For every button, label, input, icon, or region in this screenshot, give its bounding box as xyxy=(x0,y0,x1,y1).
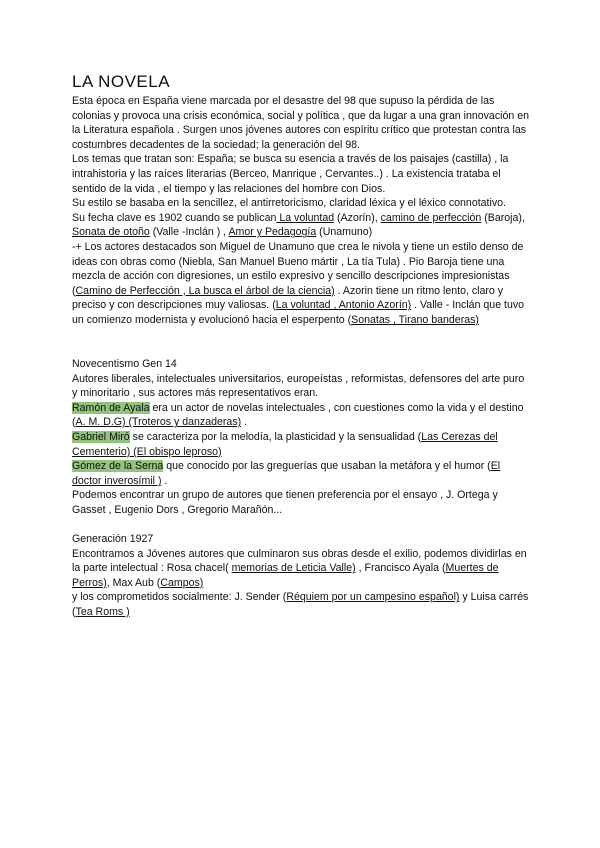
intelectual-paragraph xyxy=(72,561,532,590)
generacion27-heading: Generación 1927 xyxy=(72,533,154,545)
ensayo-paragraph: Podemos encontrar un grupo de autores que tienen preferencia por el ensayo , J. Ortega y Gasset , Eugenio Dors , Gregorio Marañón... xyxy=(72,489,498,516)
highlight-ayala: Ramón de Ayala xyxy=(72,401,150,414)
serna-text: que conocido por las greguerías que usaban la metáfora y el humor ( xyxy=(163,460,491,473)
highlight-serna: Gómez de la Serna xyxy=(72,460,164,473)
work-baroja: Camino de Perfección , La busca el árbol de la ciencia) xyxy=(75,284,335,297)
actores-text-3: . Valle - Inclán que tuvo un comienzo modernista y evolucionó hacia el esperpento ( xyxy=(72,299,525,326)
comprometidos-text-2: y Luisa carrés ( xyxy=(72,591,529,618)
work-amor-pedagogia: Amor y Pedagogía xyxy=(228,226,317,239)
intro-paragraph-actores xyxy=(72,240,532,328)
novecentismo-intro: Autores liberales, intelectuales universitarios, europeístas , reformistas, defensores del arte puro y minoritario , sus actores más representativos eran. xyxy=(72,372,525,400)
ayala-end: . xyxy=(241,416,248,429)
ayala-paragraph xyxy=(72,401,532,430)
fecha-text: Su fecha clave es 1902 cuando se publican xyxy=(72,211,277,224)
intro-paragraph-crisis: Esta época en España viene marcada por el desastre del 98 que supuso la pérdida de las colonias y provoca una crisis económica, social y política , que da lugar a una gran innovación en la Literatura española . Surgen unos jóvenes autores con espíritu crítico que protestan contra las costumbres decadentes de la sociedad; la generación del 98. xyxy=(72,95,529,151)
intelectual-text-2: , Francisco Ayala ( xyxy=(355,562,446,575)
comprometidos-text: y los comprometidos socialmente: J. Sender ( xyxy=(72,591,287,604)
fecha-text-5: (Unamuno) xyxy=(316,226,373,239)
novecentismo-section xyxy=(72,357,532,518)
intro-paragraph-fecha xyxy=(72,211,532,240)
generacion27-intro: Encontramos a Jóvenes autores que culminaron sus obras desde el exilio, podemos dividirlas en xyxy=(72,547,527,560)
miro-works: Las Cerezas del Cementerio) (El obispo leproso) xyxy=(72,430,498,458)
ayala-text: era un actor de novelas intelectuales , con cuestiones como la vida y el destino ( xyxy=(72,401,524,429)
work-muertes-perros: Muertes de Perros) xyxy=(72,562,499,589)
intro-paragraph-estilo: Su estilo se basaba en la sencillez, el antirretoricismo, claridad léxica y el léxico connotativo. xyxy=(72,197,506,210)
work-memorias-leticia: memorias de Leticia Valle) xyxy=(231,562,356,575)
serna-works: El doctor inverosímil ) xyxy=(72,460,501,487)
ayala-works: A. M. D.G) (Troteros y danzaderas) xyxy=(75,416,242,429)
work-camino-perfeccion: camino de perfección xyxy=(380,211,482,224)
intelectual-text: la parte intelectual : Rosa chacel( xyxy=(72,562,232,575)
work-la-voluntad: La voluntad xyxy=(276,211,335,224)
work-valle-inclan: Sonatas , Tirano banderas) xyxy=(351,313,479,326)
actores-text: -+ Los actores destacados son Miguel de Unamuno que crea le nivola y tiene un estilo denso de ideas con obras como (Niebla, San Manuel Bueno mártir , La tía Tula) . Pio Baroja tiene una mezcla de acción con digresiones, un estilo expresivo y sencillo descripciones impresionistas ( xyxy=(72,240,524,297)
generacion27-section xyxy=(72,532,532,620)
comprometidos-paragraph xyxy=(72,590,532,619)
miro-paragraph xyxy=(72,430,532,459)
fecha-text-4: (Valle -Inclán ) , xyxy=(149,226,229,239)
highlight-miro: Gabriel Miró xyxy=(72,430,130,443)
intro-section xyxy=(72,94,532,328)
novecentismo-heading: Novecentismo Gen 14 xyxy=(72,358,177,370)
work-campos: Campos) xyxy=(160,576,204,589)
serna-end: . xyxy=(161,474,168,487)
actores-text-2: . Azorin tiene un ritmo lento, claro y preciso y con descripciones muy valiosas. ( xyxy=(72,284,504,312)
intelectual-text-3: , Max Aub ( xyxy=(106,576,161,589)
work-requiem: Réquiem por un campesino español) xyxy=(286,591,460,604)
work-sonata-otono: Sonata de otoño xyxy=(72,226,150,239)
fecha-text-3: (Baroja), xyxy=(481,211,525,224)
serna-paragraph xyxy=(72,459,532,488)
work-azorin: La voluntad , Antonio Azorín) xyxy=(275,299,412,312)
miro-text: se caracteriza por la melodía, la plasticidad y la sensualidad ( xyxy=(129,430,422,443)
work-tea-roms: Tea Roms ) xyxy=(75,605,130,618)
fecha-text-2: (Azorín), xyxy=(334,211,381,224)
intro-paragraph-temas: Los temas que tratan son: España; se busca su esencia a través de los paisajes (castilla) , la intrahistoria y las raíces literarias (Berceo, Manrique , Cervantes..) . La existencia trataba el sentido de la vida , el tiempo y las relaciones del hombre con Dios. xyxy=(72,153,509,195)
page-title: LA NOVELA xyxy=(72,72,171,91)
